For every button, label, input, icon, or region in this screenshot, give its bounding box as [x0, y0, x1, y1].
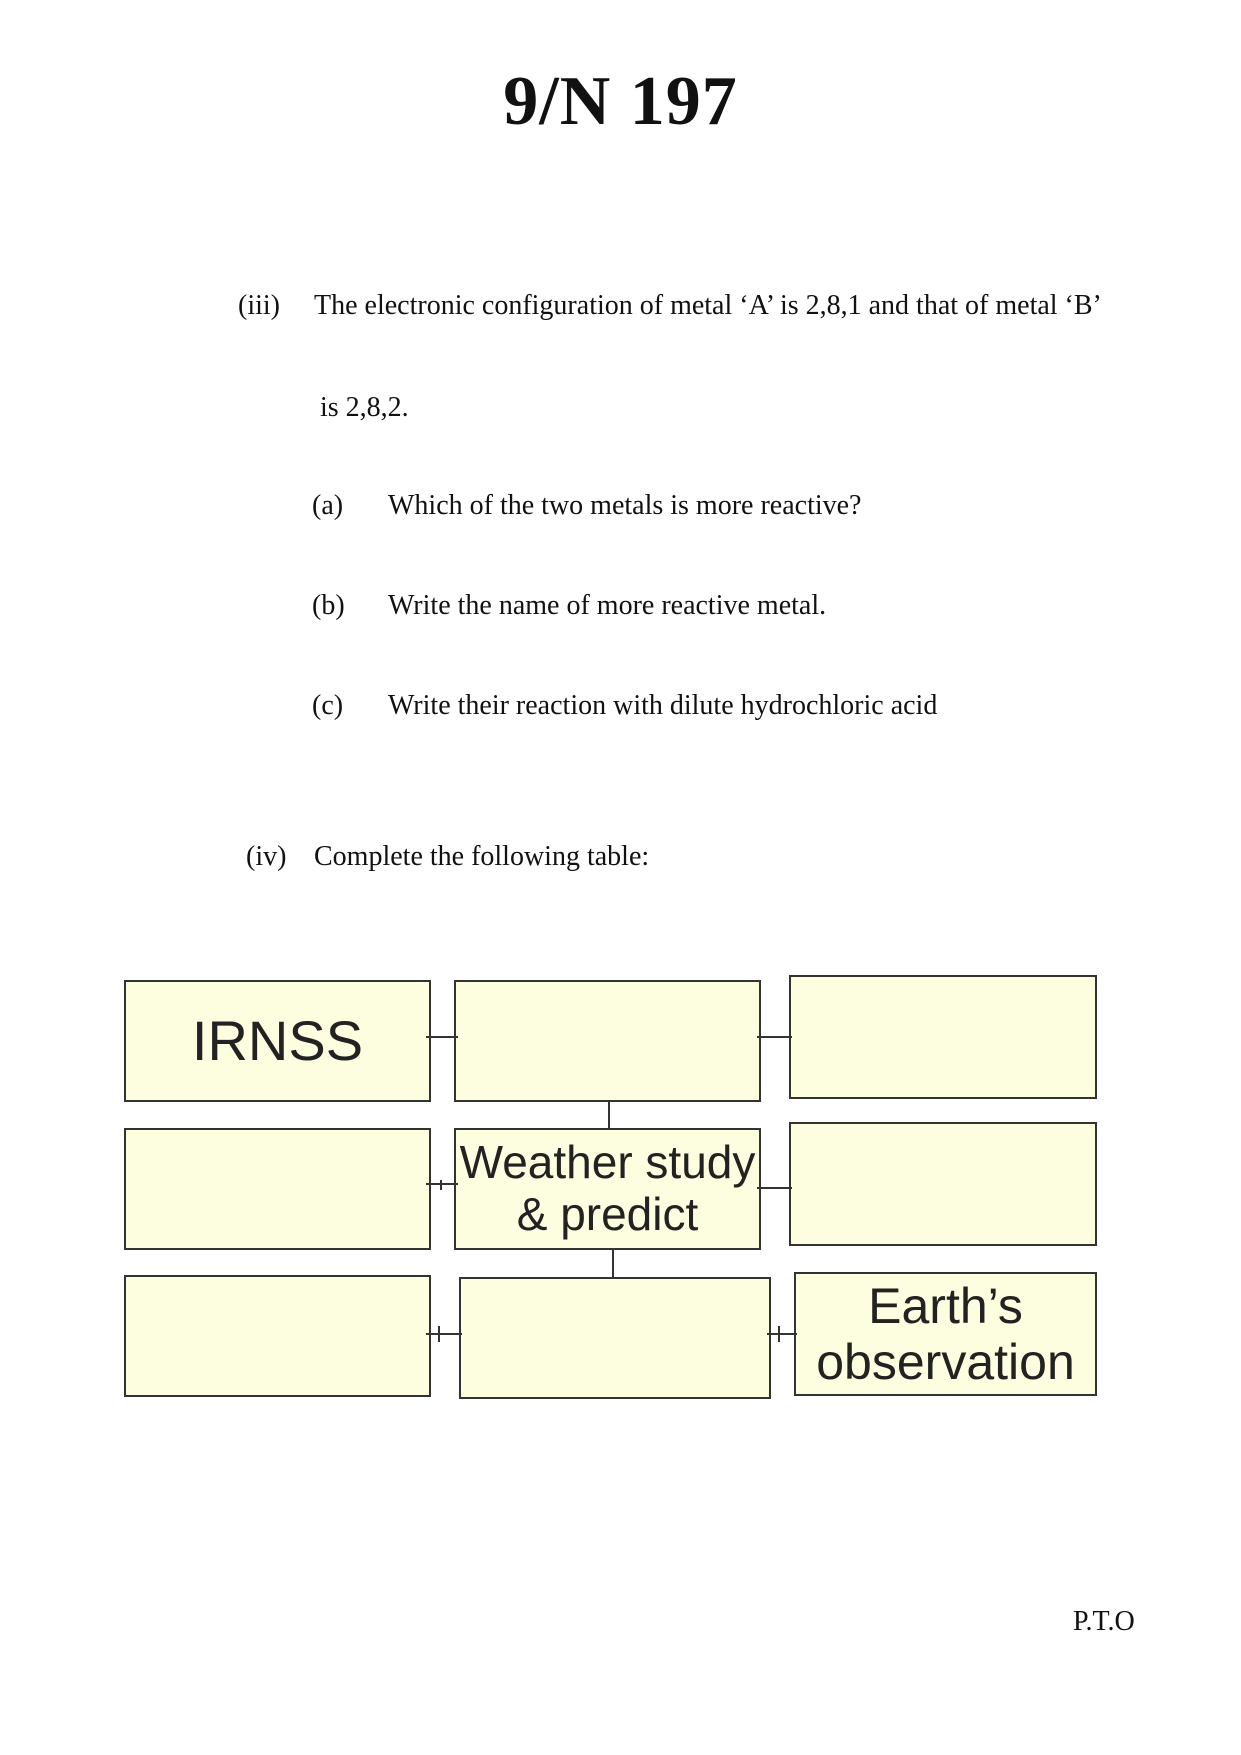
table-cell-8 [459, 1277, 771, 1399]
cell-5-text: Weather study & predict [459, 1136, 756, 1240]
part-b-label: (b) [312, 590, 345, 621]
pto-label: P.T.O [1073, 1606, 1135, 1637]
table-cell-3 [789, 975, 1097, 1099]
cell-1-text: IRNSS [191, 1008, 364, 1072]
connector-4-5 [426, 1183, 458, 1185]
table-cell-7 [124, 1275, 431, 1397]
table-cell-9 [794, 1272, 1097, 1396]
junction-tick-1 [440, 1180, 442, 1190]
table-cell-4 [124, 1128, 431, 1250]
page-title: 9/N 197 [503, 63, 738, 140]
connector-5-6 [757, 1187, 792, 1189]
junction-tick-2 [438, 1326, 440, 1342]
table-cell-1 [124, 980, 431, 1102]
junction-tick-3 [778, 1326, 780, 1342]
question-number-iii: (iii) [238, 290, 280, 321]
connector-5-8 [612, 1248, 614, 1278]
question-iii-text-line2: is 2,8,2. [320, 392, 409, 423]
part-a-label: (a) [312, 490, 344, 521]
question-number-iv: (iv) [246, 841, 287, 872]
connector-1-2 [426, 1036, 458, 1038]
table-cell-5 [454, 1128, 761, 1250]
question-iii-text-line1: The electronic configuration of metal ‘A’ is 2,8,1 and that of metal ‘B’ [314, 290, 1102, 321]
connector-7-8 [426, 1333, 462, 1335]
cell-9-text: Earth’s observation [816, 1278, 1075, 1390]
connector-2-5 [608, 1100, 610, 1130]
question-iv-text: Complete the following table: [314, 841, 650, 872]
part-b-text: Write the name of more reactive metal. [388, 590, 827, 621]
connector-8-9 [767, 1333, 797, 1335]
table-cell-2 [454, 980, 761, 1102]
part-c-label: (c) [312, 690, 344, 721]
part-c-text: Write their reaction with dilute hydrochloric acid [388, 690, 938, 721]
table-cell-6 [789, 1122, 1097, 1246]
connector-2-3 [757, 1036, 792, 1038]
part-a-text: Which of the two metals is more reactive? [388, 490, 862, 521]
